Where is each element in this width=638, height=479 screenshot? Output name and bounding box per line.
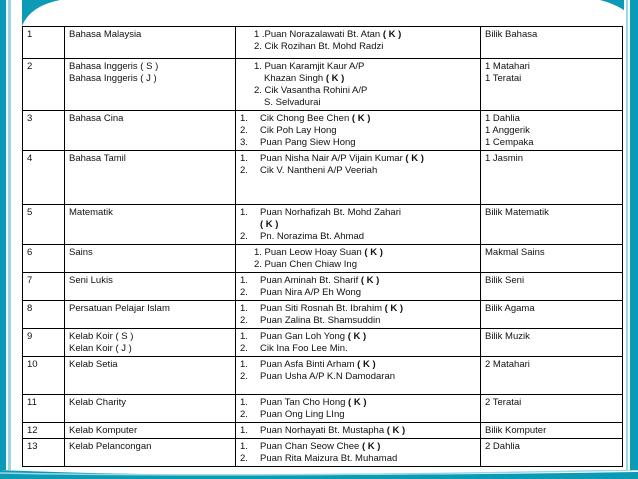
row-number: 9	[27, 331, 33, 342]
coordinator-tag: ( K )	[364, 247, 383, 258]
room-cell	[481, 59, 623, 111]
teacher-number: 1.	[240, 303, 248, 314]
subject-cell	[65, 111, 236, 151]
teacher-name: 2. Puan Chen Chiaw Ing	[254, 259, 357, 270]
row-number-cell	[23, 151, 65, 205]
teacher-number: 1.	[240, 425, 248, 436]
teacher-name: Puan Chan Seow Chee	[260, 441, 360, 452]
subject-name: Kelab Setia	[69, 359, 118, 370]
teacher-line	[240, 219, 476, 231]
room-name: Bilik Bahasa	[485, 29, 538, 40]
teacher-name: Puan Ong Ling LIng	[260, 409, 345, 420]
room-name: 2 Teratai	[485, 397, 522, 408]
subject-name: Sains	[69, 247, 93, 258]
teacher-number: 1.	[240, 275, 248, 286]
row-number-cell	[23, 27, 65, 59]
room-cell	[481, 27, 623, 59]
room-cell	[481, 329, 623, 357]
subject-cell	[65, 205, 236, 245]
teacher-line	[240, 409, 476, 421]
subject-name: Kelab Pelancongan	[69, 441, 152, 452]
teacher-number: 3.	[240, 137, 248, 148]
room-name: Bilik Seni	[485, 275, 525, 286]
subject-cell	[65, 439, 236, 467]
table-row	[23, 59, 623, 111]
coordinator-tag: ( K )	[357, 359, 376, 370]
teacher-number: 2.	[240, 125, 248, 136]
coordinator-tag: ( K )	[405, 153, 424, 164]
table-row	[23, 27, 623, 59]
room-cell	[481, 111, 623, 151]
teacher-number: 2.	[240, 371, 248, 382]
subject-name: Bahasa Malaysia	[69, 29, 142, 40]
teacher-line	[240, 61, 476, 73]
room-name: Makmal Sains	[485, 247, 545, 258]
teacher-line	[240, 97, 476, 109]
teacher-line	[240, 425, 476, 437]
teacher-number: 1.	[240, 359, 248, 370]
slide-right-border-decoration	[624, 0, 638, 479]
teacher-number: 1.	[240, 397, 248, 408]
teacher-line	[240, 153, 476, 165]
table-row	[23, 273, 623, 301]
teacher-line	[240, 441, 476, 453]
teacher-cell	[236, 357, 481, 395]
room-cell	[481, 357, 623, 395]
row-number: 7	[27, 275, 33, 286]
teacher-name: Puan Nira A/P Eh Wong	[260, 287, 362, 298]
teacher-name: S. Selvadurai	[264, 97, 321, 108]
teacher-name: Khazan Singh	[264, 73, 324, 84]
row-number: 3	[27, 113, 33, 124]
coordinator-tag: ( K )	[386, 425, 406, 436]
room-name: 1 Dahlia	[485, 113, 520, 124]
teacher-name: Puan Gan Loh Yong	[260, 331, 346, 342]
teacher-name: 2. Cik Rozihan Bt. Mohd Radzi	[254, 41, 384, 52]
subject-name: Bahasa Cina	[69, 113, 124, 124]
teacher-cell	[236, 301, 481, 329]
teacher-cell	[236, 423, 481, 439]
row-number-cell	[23, 59, 65, 111]
room-name: 1 Cempaka	[485, 137, 534, 148]
teacher-name: Puan Norhayati Bt. Mustapha	[260, 425, 385, 436]
teacher-line	[240, 41, 476, 53]
teacher-line	[240, 275, 476, 287]
table-row	[23, 111, 623, 151]
teacher-number: 1.	[240, 153, 248, 164]
coordinator-tag: ( K )	[382, 29, 402, 40]
table-row	[23, 423, 623, 439]
teacher-cell	[236, 395, 481, 423]
coordinator-tag: ( K )	[361, 441, 381, 452]
table-row	[23, 329, 623, 357]
subject-name: Bahasa Inggeris ( J )	[69, 73, 157, 84]
table-row	[23, 205, 623, 245]
teacher-name: Cik Chong Bee Chen	[260, 113, 350, 124]
teacher-number: 2.	[240, 343, 248, 354]
teacher-number: 1.	[240, 441, 248, 452]
teacher-assignment-table	[22, 26, 623, 467]
teacher-name: Puan Nisha Nair A/P Vijain Kumar	[260, 153, 403, 164]
teacher-line	[240, 231, 476, 243]
subject-name: Kelan Koir ( J )	[69, 343, 132, 354]
teacher-line	[240, 73, 476, 85]
teacher-line	[240, 331, 476, 343]
room-cell	[481, 151, 623, 205]
teacher-cell	[236, 111, 481, 151]
room-name: 1 Anggerik	[485, 125, 530, 136]
subject-name: Persatuan Pelajar Islam	[69, 303, 170, 314]
teacher-name: Puan Zalina Bt. Shamsuddin	[260, 315, 381, 326]
table-row	[23, 395, 623, 423]
teacher-cell	[236, 273, 481, 301]
teacher-name: Cik Poh Lay Hong	[260, 125, 337, 136]
coordinator-tag: ( K )	[384, 303, 404, 314]
table-row	[23, 357, 623, 395]
teacher-line	[240, 137, 476, 149]
teacher-cell	[236, 205, 481, 245]
row-number-cell	[23, 301, 65, 329]
teacher-line	[240, 29, 476, 41]
subject-name: Matematik	[69, 207, 113, 218]
teacher-cell	[236, 245, 481, 273]
teacher-line	[240, 371, 476, 383]
subject-cell	[65, 245, 236, 273]
table-row	[23, 439, 623, 467]
teacher-line	[240, 315, 476, 327]
teacher-name: Cik Ina Foo Lee Min.	[260, 343, 348, 354]
teacher-name: Pn. Norazima Bt. Ahmad	[260, 231, 365, 242]
row-number-cell	[23, 245, 65, 273]
row-number: 10	[27, 359, 38, 370]
teacher-name: Puan Rita Maizura Bt. Muhamad	[260, 453, 398, 464]
room-name: 1 Jasmin	[485, 153, 524, 164]
teacher-cell	[236, 151, 481, 205]
row-number: 12	[27, 425, 38, 436]
row-number-cell	[23, 205, 65, 245]
row-number-cell	[23, 395, 65, 423]
teacher-name: Puan Asfa Binti Arham	[260, 359, 355, 370]
room-name: Bilik Muzik	[485, 331, 530, 342]
teacher-line	[240, 303, 476, 315]
row-number-cell	[23, 439, 65, 467]
slide-top-decoration	[0, 0, 638, 26]
row-number: 1	[27, 29, 33, 40]
room-name: Bilik Agama	[485, 303, 535, 314]
subject-cell	[65, 59, 236, 111]
subject-cell	[65, 329, 236, 357]
subject-name: Bahasa Inggeris ( S )	[69, 61, 159, 72]
teacher-line	[240, 247, 476, 259]
row-number-cell	[23, 111, 65, 151]
row-number-cell	[23, 357, 65, 395]
teacher-cell	[236, 439, 481, 467]
room-cell	[481, 273, 623, 301]
teacher-cell	[236, 59, 481, 111]
teacher-cell	[236, 329, 481, 357]
room-name: 2 Matahari	[485, 359, 530, 370]
teacher-line	[240, 207, 476, 219]
teacher-name: Puan Tan Cho Hong	[260, 397, 346, 408]
row-number: 6	[27, 247, 33, 258]
teacher-number: 2.	[240, 453, 248, 464]
room-name: 2 Dahlia	[485, 441, 520, 452]
room-cell	[481, 439, 623, 467]
row-number-cell	[23, 273, 65, 301]
row-number: 4	[27, 153, 33, 164]
teacher-cell	[236, 27, 481, 59]
teacher-line	[240, 85, 476, 97]
teacher-name: 1 .Puan Norazalawati Bt. Atan	[254, 29, 381, 40]
teacher-line	[240, 397, 476, 409]
room-name: 1 Teratai	[485, 73, 522, 84]
room-cell	[481, 395, 623, 423]
row-number: 11	[27, 397, 37, 408]
teacher-name: Puan Siti Rosnah Bt. Ibrahim	[260, 303, 382, 314]
teacher-name: Puan Pang Siew Hong	[260, 137, 356, 148]
teacher-number: 2.	[240, 165, 248, 176]
teacher-line	[240, 165, 476, 177]
coordinator-tag: ( K )	[348, 397, 367, 408]
teacher-number: 1.	[240, 113, 248, 124]
subject-name: Kelab Komputer	[69, 425, 138, 436]
subject-cell	[65, 273, 236, 301]
teacher-line	[240, 359, 476, 371]
row-number: 5	[27, 207, 33, 218]
subject-cell	[65, 301, 236, 329]
teacher-number: 2.	[240, 409, 248, 420]
subject-name: Kelab Koir ( S )	[69, 331, 134, 342]
teacher-number: 2.	[240, 315, 248, 326]
teacher-line	[240, 453, 476, 465]
teacher-number: 2.	[240, 287, 248, 298]
table-body	[23, 27, 623, 467]
subject-cell	[65, 27, 236, 59]
row-number-cell	[23, 329, 65, 357]
teacher-name: Cik V. Nantheni A/P Veeriah	[260, 165, 378, 176]
subject-cell	[65, 423, 236, 439]
room-cell	[481, 301, 623, 329]
teacher-name: Puan Aminah Bt. Sharif	[260, 275, 359, 286]
slide-left-border-decoration	[0, 0, 22, 479]
teacher-name: 2. Cik Vasantha Rohini A/P	[254, 85, 368, 96]
room-cell	[481, 423, 623, 439]
subject-cell	[65, 395, 236, 423]
teacher-line	[240, 125, 476, 137]
coordinator-tag: ( K )	[351, 113, 371, 124]
row-number: 8	[27, 303, 33, 314]
table-row	[23, 245, 623, 273]
room-cell	[481, 205, 623, 245]
subject-cell	[65, 151, 236, 205]
slide-bottom-decoration	[0, 470, 638, 479]
teacher-line	[240, 113, 476, 125]
table-row	[23, 301, 623, 329]
teacher-number: 1.	[240, 207, 248, 218]
room-name: 1 Matahari	[485, 61, 530, 72]
row-number: 13	[27, 441, 38, 452]
teacher-name: 1. Puan Leow Hoay Suan	[254, 247, 362, 258]
room-name: Bilik Matematik	[485, 207, 549, 218]
subject-name: Seni Lukis	[69, 275, 113, 286]
teacher-name: Puan Norhafizah Bt. Mohd Zahari	[260, 207, 401, 218]
row-number: 2	[27, 61, 33, 72]
table-row	[23, 151, 623, 205]
coordinator-tag: ( K )	[347, 331, 367, 342]
coordinator-tag: ( K )	[260, 219, 279, 230]
subject-cell	[65, 357, 236, 395]
row-number-cell	[23, 423, 65, 439]
coordinator-tag: ( K )	[325, 73, 345, 84]
room-name: Bilik Komputer	[485, 425, 547, 436]
room-cell	[481, 245, 623, 273]
teacher-number: 2.	[240, 231, 248, 242]
teacher-line	[240, 343, 476, 355]
teacher-name: Puan Usha A/P K.N Damodaran	[260, 371, 396, 382]
teacher-number: 1.	[240, 331, 248, 342]
teacher-line	[240, 259, 476, 271]
subject-name: Kelab Charity	[69, 397, 127, 408]
teacher-line	[240, 287, 476, 299]
subject-name: Bahasa Tamil	[69, 153, 126, 164]
coordinator-tag: ( K )	[360, 275, 380, 286]
teacher-name: 1. Puan Karamjit Kaur A/P	[254, 61, 365, 72]
